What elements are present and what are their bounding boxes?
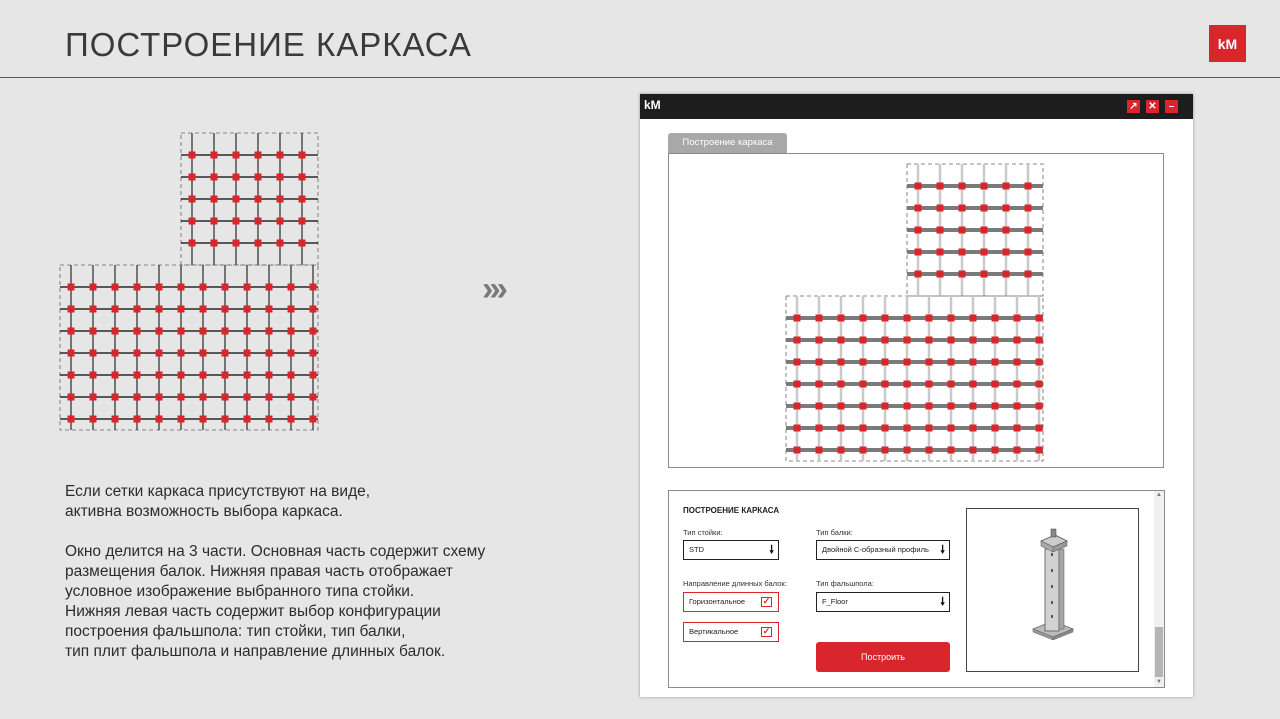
- grid-node: [838, 337, 845, 344]
- grid-node: [211, 152, 218, 159]
- grid-node: [794, 359, 801, 366]
- grid-node: [948, 447, 955, 454]
- pedestal-post-image: [967, 509, 1140, 673]
- grid-node: [992, 447, 999, 454]
- grid-node: [112, 328, 119, 335]
- grid-node: [189, 152, 196, 159]
- beam-direction-label: Направление длинных балок:: [683, 579, 787, 588]
- grid-node: [794, 425, 801, 432]
- grid-node: [68, 328, 75, 335]
- grid-node: [255, 152, 262, 159]
- grid-node: [838, 359, 845, 366]
- grid-node: [970, 337, 977, 344]
- grid-node: [112, 394, 119, 401]
- grid-node: [882, 447, 889, 454]
- grid-node: [970, 425, 977, 432]
- minimize-icon[interactable]: –: [1165, 100, 1178, 113]
- grid-node: [926, 359, 933, 366]
- grid-node: [288, 350, 295, 357]
- close-icon[interactable]: ✕: [1146, 100, 1159, 113]
- grid-node: [882, 315, 889, 322]
- grid-node: [288, 416, 295, 423]
- grid-node: [992, 359, 999, 366]
- grid-node: [310, 306, 317, 313]
- grid-node: [200, 306, 207, 313]
- grid-node: [112, 306, 119, 313]
- grid-node: [299, 240, 306, 247]
- grid-node: [189, 240, 196, 247]
- grid-node: [816, 425, 823, 432]
- grid-node: [134, 394, 141, 401]
- grid-node: [288, 284, 295, 291]
- grid-node: [794, 447, 801, 454]
- grid-node: [68, 416, 75, 423]
- grid-node: [816, 381, 823, 388]
- grid-node: [838, 403, 845, 410]
- grid-node: [255, 240, 262, 247]
- grid-node: [1036, 447, 1043, 454]
- grid-node: [178, 328, 185, 335]
- tab-frame-build[interactable]: Построение каркаса: [668, 133, 787, 153]
- grid-node: [299, 152, 306, 159]
- grid-node: [200, 328, 207, 335]
- grid-node: [860, 403, 867, 410]
- grid-node: [288, 328, 295, 335]
- grid-node: [1014, 337, 1021, 344]
- grid-node: [288, 306, 295, 313]
- grid-node: [904, 359, 911, 366]
- grid-node: [244, 416, 251, 423]
- grid-node: [233, 174, 240, 181]
- grid-node: [860, 315, 867, 322]
- grid-node: [222, 284, 229, 291]
- grid-node: [1025, 227, 1032, 234]
- grid-node: [68, 306, 75, 313]
- direction-vertical-label: Вертикальное: [689, 627, 739, 636]
- grid-node: [860, 381, 867, 388]
- grid-node: [970, 381, 977, 388]
- grid-node: [90, 350, 97, 357]
- grid-node: [816, 447, 823, 454]
- post-type-label: Тип стойки:: [683, 528, 723, 537]
- grid-node: [926, 381, 933, 388]
- grid-node: [134, 284, 141, 291]
- grid-node: [277, 152, 284, 159]
- grid-node: [970, 447, 977, 454]
- grid-node: [816, 359, 823, 366]
- grid-node: [211, 196, 218, 203]
- restore-icon[interactable]: ↗: [1127, 100, 1140, 113]
- down-arrow-icon: 🠗: [940, 544, 945, 556]
- grid-node: [981, 205, 988, 212]
- floor-type-label: Тип фальшпола:: [816, 579, 874, 588]
- post-type-preview: [966, 508, 1139, 672]
- grid-node: [112, 284, 119, 291]
- grid-node: [277, 196, 284, 203]
- grid-node: [937, 249, 944, 256]
- grid-node: [244, 394, 251, 401]
- grid-node: [90, 284, 97, 291]
- grid-node: [882, 359, 889, 366]
- grid-node: [970, 403, 977, 410]
- grid-node: [244, 372, 251, 379]
- grid-node: [244, 306, 251, 313]
- frame-grid-diagram: [0, 0, 330, 440]
- grid-node: [68, 284, 75, 291]
- grid-node: [1003, 205, 1010, 212]
- grid-node: [794, 337, 801, 344]
- grid-node: [244, 284, 251, 291]
- grid-node: [1025, 249, 1032, 256]
- checkbox-checked-icon[interactable]: ✓: [762, 626, 771, 636]
- grid-node: [244, 350, 251, 357]
- grid-node: [310, 394, 317, 401]
- grid-node: [981, 183, 988, 190]
- grid-node: [937, 227, 944, 234]
- grid-node: [959, 249, 966, 256]
- grid-node: [992, 425, 999, 432]
- grid-node: [838, 447, 845, 454]
- grid-node: [222, 372, 229, 379]
- grid-node: [266, 416, 273, 423]
- grid-node: [266, 394, 273, 401]
- grid-node: [816, 403, 823, 410]
- grid-node: [189, 196, 196, 203]
- grid-node: [904, 381, 911, 388]
- grid-node: [904, 403, 911, 410]
- grid-node: [926, 425, 933, 432]
- scroll-up-icon[interactable]: ▲: [1156, 492, 1162, 498]
- grid-node: [1014, 447, 1021, 454]
- grid-node: [959, 205, 966, 212]
- grid-node: [1014, 315, 1021, 322]
- grid-node: [915, 227, 922, 234]
- grid-node: [816, 337, 823, 344]
- grid-node: [200, 394, 207, 401]
- grid-node: [882, 425, 889, 432]
- grid-node: [310, 350, 317, 357]
- grid-node: [266, 284, 273, 291]
- grid-node: [992, 403, 999, 410]
- grid-node: [904, 425, 911, 432]
- grid-node: [222, 416, 229, 423]
- grid-node: [937, 271, 944, 278]
- grid-node: [915, 183, 922, 190]
- grid-node: [860, 447, 867, 454]
- grid-node: [981, 227, 988, 234]
- grid-node: [310, 372, 317, 379]
- grid-node: [222, 306, 229, 313]
- grid-node: [948, 381, 955, 388]
- grid-node: [134, 350, 141, 357]
- grid-node: [838, 315, 845, 322]
- grid-node: [233, 196, 240, 203]
- grid-node: [156, 394, 163, 401]
- grid-node: [211, 240, 218, 247]
- grid-node: [1036, 359, 1043, 366]
- down-arrow-icon: 🠗: [940, 596, 945, 608]
- grid-node: [959, 271, 966, 278]
- grid-node: [1036, 425, 1043, 432]
- grid-node: [310, 416, 317, 423]
- grid-node: [970, 315, 977, 322]
- grid-node: [222, 394, 229, 401]
- grid-node: [948, 315, 955, 322]
- description-paragraph-1: Если сетки каркаса присутствуют на виде, активна возможность выбора каркаса.: [65, 483, 371, 520]
- grid-node: [937, 205, 944, 212]
- grid-node: [904, 447, 911, 454]
- grid-node: [860, 337, 867, 344]
- description: [65, 482, 585, 682]
- grid-node: [233, 218, 240, 225]
- grid-node: [134, 306, 141, 313]
- grid-node: [1014, 359, 1021, 366]
- grid-node: [1003, 249, 1010, 256]
- grid-node: [915, 205, 922, 212]
- slide-title: ПОСТРОЕНИЕ КАРКАСА: [65, 26, 472, 63]
- config-heading: ПОСТРОЕНИЕ КАРКАСА: [683, 506, 780, 515]
- grid-node: [178, 306, 185, 313]
- grid-node: [134, 328, 141, 335]
- app-logo: kM: [644, 98, 661, 112]
- grid-node: [1036, 403, 1043, 410]
- grid-node: [1025, 205, 1032, 212]
- grid-node: [90, 394, 97, 401]
- grid-node: [90, 328, 97, 335]
- grid-node: [926, 447, 933, 454]
- grid-node: [1036, 337, 1043, 344]
- post-type-value: STD: [689, 545, 704, 554]
- grid-node: [277, 218, 284, 225]
- grid-node: [926, 315, 933, 322]
- grid-node: [178, 394, 185, 401]
- grid-node: [266, 306, 273, 313]
- grid-block-outline: [786, 296, 1043, 461]
- grid-node: [926, 337, 933, 344]
- grid-node: [992, 381, 999, 388]
- grid-node: [1025, 271, 1032, 278]
- grid-node: [915, 271, 922, 278]
- grid-node: [981, 271, 988, 278]
- grid-block-outline: [60, 265, 318, 430]
- grid-node: [937, 183, 944, 190]
- grid-node: [288, 394, 295, 401]
- grid-node: [90, 306, 97, 313]
- grid-node: [904, 337, 911, 344]
- direction-horizontal-option[interactable]: [683, 592, 779, 612]
- grid-node: [266, 372, 273, 379]
- grid-node: [266, 350, 273, 357]
- post-type-select[interactable]: [683, 540, 779, 560]
- grid-node: [1036, 381, 1043, 388]
- grid-node: [1025, 183, 1032, 190]
- brand-logo: kM: [1209, 25, 1246, 62]
- grid-node: [992, 337, 999, 344]
- grid-node: [926, 403, 933, 410]
- grid-node: [1003, 227, 1010, 234]
- grid-node: [156, 372, 163, 379]
- grid-node: [112, 350, 119, 357]
- grid-node: [277, 240, 284, 247]
- grid-node: [794, 403, 801, 410]
- grid-node: [948, 403, 955, 410]
- grid-node: [200, 416, 207, 423]
- grid-node: [948, 425, 955, 432]
- grid-node: [156, 284, 163, 291]
- grid-node: [211, 218, 218, 225]
- grid-node: [882, 403, 889, 410]
- direction-vertical-option[interactable]: [683, 622, 779, 642]
- grid-node: [178, 350, 185, 357]
- grid-node: [860, 425, 867, 432]
- grid-node: [156, 350, 163, 357]
- grid-node: [244, 328, 251, 335]
- floor-type-value: F_Floor: [822, 597, 848, 606]
- grid-node: [981, 249, 988, 256]
- grid-node: [1036, 315, 1043, 322]
- window-titlebar: [640, 94, 1193, 119]
- beam-type-select[interactable]: [816, 540, 950, 560]
- grid-node: [816, 315, 823, 322]
- grid-node: [68, 394, 75, 401]
- grid-node: [1014, 425, 1021, 432]
- grid-node: [310, 328, 317, 335]
- grid-node: [1003, 183, 1010, 190]
- grid-node: [222, 328, 229, 335]
- chevrons-arrow-icon: ›››: [482, 270, 504, 308]
- grid-node: [838, 381, 845, 388]
- floor-type-select[interactable]: [816, 592, 950, 612]
- grid-node: [310, 284, 317, 291]
- grid-node: [200, 350, 207, 357]
- grid-node: [1003, 271, 1010, 278]
- description-paragraph-2: Окно делится на 3 части. Основная часть содержит схему размещения балок. Нижняя правая часть отображает условное изображение выбранного типа стойки. Нижняя левая часть содержит выбор конфигурации построения фальшпола: тип стойки, тип балки, тип плит фальшпола и направление длинных балок.: [65, 543, 486, 660]
- grid-node: [959, 227, 966, 234]
- grid-node: [156, 306, 163, 313]
- grid-node: [838, 425, 845, 432]
- grid-node: [68, 350, 75, 357]
- grid-node: [948, 337, 955, 344]
- grid-node: [233, 240, 240, 247]
- grid-node: [112, 372, 119, 379]
- grid-node: [288, 372, 295, 379]
- grid-node: [860, 359, 867, 366]
- grid-node: [112, 416, 119, 423]
- grid-node: [992, 315, 999, 322]
- grid-node: [255, 196, 262, 203]
- direction-horizontal-label: Горизонтальное: [689, 597, 746, 606]
- grid-node: [299, 196, 306, 203]
- grid-node: [156, 328, 163, 335]
- grid-node: [882, 337, 889, 344]
- grid-node: [1014, 403, 1021, 410]
- grid-node: [68, 372, 75, 379]
- grid-node: [948, 359, 955, 366]
- grid-node: [189, 218, 196, 225]
- grid-node: [255, 174, 262, 181]
- grid-node: [233, 152, 240, 159]
- beam-layout-diagram: [669, 154, 1165, 469]
- checkbox-checked-icon[interactable]: ✓: [762, 596, 771, 606]
- grid-node: [134, 416, 141, 423]
- grid-node: [882, 381, 889, 388]
- scroll-thumb[interactable]: [1155, 627, 1163, 677]
- grid-node: [299, 218, 306, 225]
- grid-node: [90, 416, 97, 423]
- grid-node: [255, 218, 262, 225]
- grid-node: [200, 284, 207, 291]
- grid-node: [178, 372, 185, 379]
- beam-type-label: Тип балки:: [816, 528, 853, 537]
- grid-node: [266, 328, 273, 335]
- grid-node: [1014, 381, 1021, 388]
- grid-node: [211, 174, 218, 181]
- grid-node: [156, 416, 163, 423]
- grid-node: [915, 249, 922, 256]
- grid-node: [277, 174, 284, 181]
- grid-node: [90, 372, 97, 379]
- grid-node: [959, 183, 966, 190]
- down-arrow-icon: 🠗: [769, 544, 774, 556]
- grid-node: [904, 315, 911, 322]
- grid-node: [794, 381, 801, 388]
- scroll-down-icon[interactable]: ▼: [1156, 679, 1162, 685]
- grid-node: [299, 174, 306, 181]
- grid-node: [970, 359, 977, 366]
- beam-layout-panel: [668, 153, 1164, 468]
- grid-node: [794, 315, 801, 322]
- grid-node: [134, 372, 141, 379]
- grid-node: [178, 416, 185, 423]
- beam-type-value: Двойной С-образный профиль: [822, 545, 929, 554]
- build-button[interactable]: Построить: [816, 642, 950, 672]
- grid-node: [189, 174, 196, 181]
- grid-node: [200, 372, 207, 379]
- grid-node: [222, 350, 229, 357]
- grid-node: [178, 284, 185, 291]
